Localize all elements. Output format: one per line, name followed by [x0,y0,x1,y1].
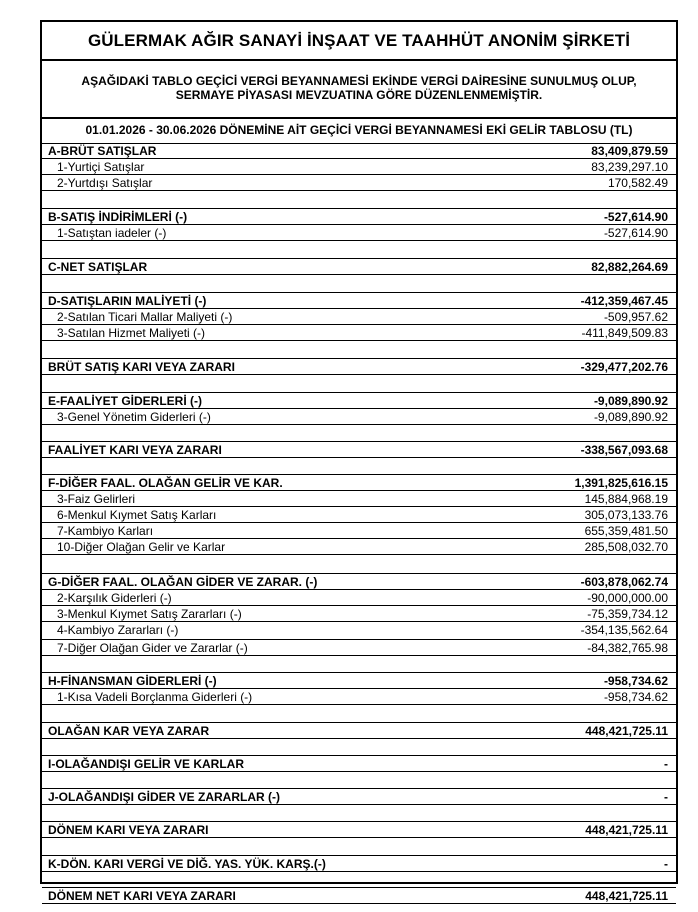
row-value: -603,878,062.74 [580,575,668,589]
row-label: 4-Kambiyo Zararları (-) [57,623,179,637]
row-value: -75,359,734.12 [587,607,668,621]
row-value: 448,421,725.11 [585,823,668,837]
row-label: 2-Satılan Ticari Mallar Maliyeti (-) [57,310,233,324]
row-value: -338,567,093.68 [580,443,668,457]
table-row [42,409,676,425]
row-value: -9,089,890.92 [593,394,668,408]
row-value: 285,508,032.70 [584,540,668,554]
table-row [42,507,676,523]
row-label: OLAĞAN KAR VEYA ZARAR [48,724,210,738]
row-label: 3-Genel Yönetim Giderleri (-) [57,410,211,424]
row-value: -329,477,202.76 [580,360,668,374]
row-label: 10-Diğer Olağan Gelir ve Karlar [57,540,226,554]
table-row [42,442,676,458]
row-label: G-DİĞER FAAL. OLAĞAN GİDER VE ZARAR. (-) [48,575,318,589]
row-value: 448,421,725.11 [585,724,668,738]
row-value: -90,000,000.00 [587,591,668,605]
row-value: 305,073,133.76 [584,508,668,522]
row-label: 3-Menkul Kıymet Satış Zararları (-) [57,607,242,621]
table-row [42,143,676,159]
table-row [42,225,676,241]
table-row [42,888,676,904]
table-row [42,309,676,325]
income-statement-table [40,20,678,903]
table-row [42,574,676,590]
spacer-row [42,705,676,723]
row-value: -527,614.90 [603,226,668,240]
row-label: 1-Satıştan iadeler (-) [57,226,167,240]
table-row [42,293,676,309]
disclaimer-line-1: AŞAĞIDAKİ TABLO GEÇİCİ VERGİ BEYANNAMESİ EKİNDE VERGİ DAİRESİNE SUNULMUŞ OLUP, [81,74,637,88]
table-row [42,393,676,409]
spacer-row [42,375,676,393]
row-value: - [664,757,668,771]
row-label: C-NET SATIŞLAR [48,260,148,274]
row-value: 1,391,825,616.15 [574,476,668,490]
row-label: B-SATIŞ İNDİRİMLERİ (-) [48,210,188,224]
row-label: DÖNEM KARI VEYA ZARARI [48,823,209,837]
row-label: E-FAALİYET GİDERLERİ (-) [48,394,202,408]
company-title: GÜLERMAK AĞIR SANAYİ İNŞAAT VE TAAHHÜT ANONİM ŞİRKETİ [42,22,676,61]
table-row [42,325,676,341]
row-value: -509,957.62 [603,310,668,324]
row-value: 448,421,725.11 [585,889,668,903]
spacer-row [42,458,676,475]
row-value: -9,089,890.92 [593,410,668,424]
disclaimer-note [42,59,676,119]
row-label: 1-Kısa Vadeli Borçlanma Giderleri (-) [57,690,253,704]
spacer-row [42,275,676,293]
row-value: -412,359,467.45 [580,294,668,308]
row-value: 655,359,481.50 [584,524,668,538]
row-label: K-DÖN. KARI VERGİ VE DİĞ. YAS. YÜK. KARŞ.(-) [48,857,326,871]
spacer-row [42,425,676,442]
table-row [42,606,676,622]
row-label: 2-Yurtdışı Satışlar [57,176,153,190]
table-row [42,789,676,805]
row-value: 83,239,297.10 [591,160,668,174]
row-value: 170,582.49 [607,176,668,190]
row-value: 82,882,264.69 [591,260,668,274]
spacer-row [42,872,676,888]
row-label: F-DİĞER FAAL. OLAĞAN GELİR VE KAR. [48,476,283,490]
row-value: -958,734.62 [603,674,668,688]
row-label: 7-Kambiyo Karları [57,524,154,538]
row-label: H-FİNANSMAN GİDERLERİ (-) [48,674,217,688]
table-row [42,491,676,507]
row-value: - [664,790,668,804]
spacer-row [42,805,676,822]
table-row [42,590,676,606]
table-row [42,209,676,225]
row-value: -411,849,509.83 [581,326,668,340]
table-row [42,673,676,689]
table-row [42,640,676,656]
table-row [42,523,676,539]
period-title: 01.01.2026 - 30.06.2026 DÖNEMİNE AİT GEÇİCİ VERGİ BEYANNAMESİ EKİ GELİR TABLOSU (TL) [42,117,676,144]
row-label: J-OLAĞANDIŞI GİDER VE ZARARLAR (-) [48,790,280,804]
table-row [42,822,676,838]
table-row [42,359,676,375]
row-label: A-BRÜT SATIŞLAR [48,144,157,158]
row-label: 3-Satılan Hizmet Maliyeti (-) [57,326,206,340]
row-value: -84,382,765.98 [587,641,668,655]
table-row [42,259,676,275]
table-row [42,622,676,640]
spacer-row [42,656,676,673]
row-label: DÖNEM NET KARI VEYA ZARARI [48,889,236,903]
row-label: 7-Diğer Olağan Gider ve Zararlar (-) [57,641,248,655]
row-label: 3-Faiz Gelirleri [57,492,136,506]
row-label: BRÜT SATIŞ KARI VEYA ZARARI [48,360,235,374]
row-label: D-SATIŞLARIN MALİYETİ (-) [48,294,207,308]
row-value: 145,884,968.19 [584,492,668,506]
table-row [42,539,676,555]
row-label: I-OLAĞANDIŞI GELİR VE KARLAR [48,757,245,771]
row-value: - [664,857,668,871]
row-value: -958,734.62 [603,690,668,704]
row-label: 6-Menkul Kıymet Satış Karları [57,508,217,522]
table-row [42,475,676,491]
spacer-row [42,555,676,574]
spacer-row [42,341,676,359]
table-row [42,689,676,705]
spacer-row [42,838,676,856]
disclaimer-line-2: SERMAYE PİYASASI MEVZUATINA GÖRE DÜZENLENMEMİŞTİR. [175,88,543,102]
spacer-row [42,191,676,209]
table-row [42,856,676,872]
row-label: 2-Karşılık Giderleri (-) [57,591,172,605]
row-value: -354,135,562.64 [580,623,668,637]
spacer-row [42,241,676,259]
table-row [42,175,676,191]
spacer-row [42,772,676,789]
row-label: 1-Yurtiçi Satışlar [57,160,145,174]
row-value: -527,614.90 [603,210,668,224]
row-label: FAALİYET KARI VEYA ZARARI [48,443,222,457]
table-row [42,756,676,772]
spacer-row [42,739,676,756]
table-row [42,159,676,175]
table-row [42,723,676,739]
row-value: 83,409,879.59 [591,144,668,158]
